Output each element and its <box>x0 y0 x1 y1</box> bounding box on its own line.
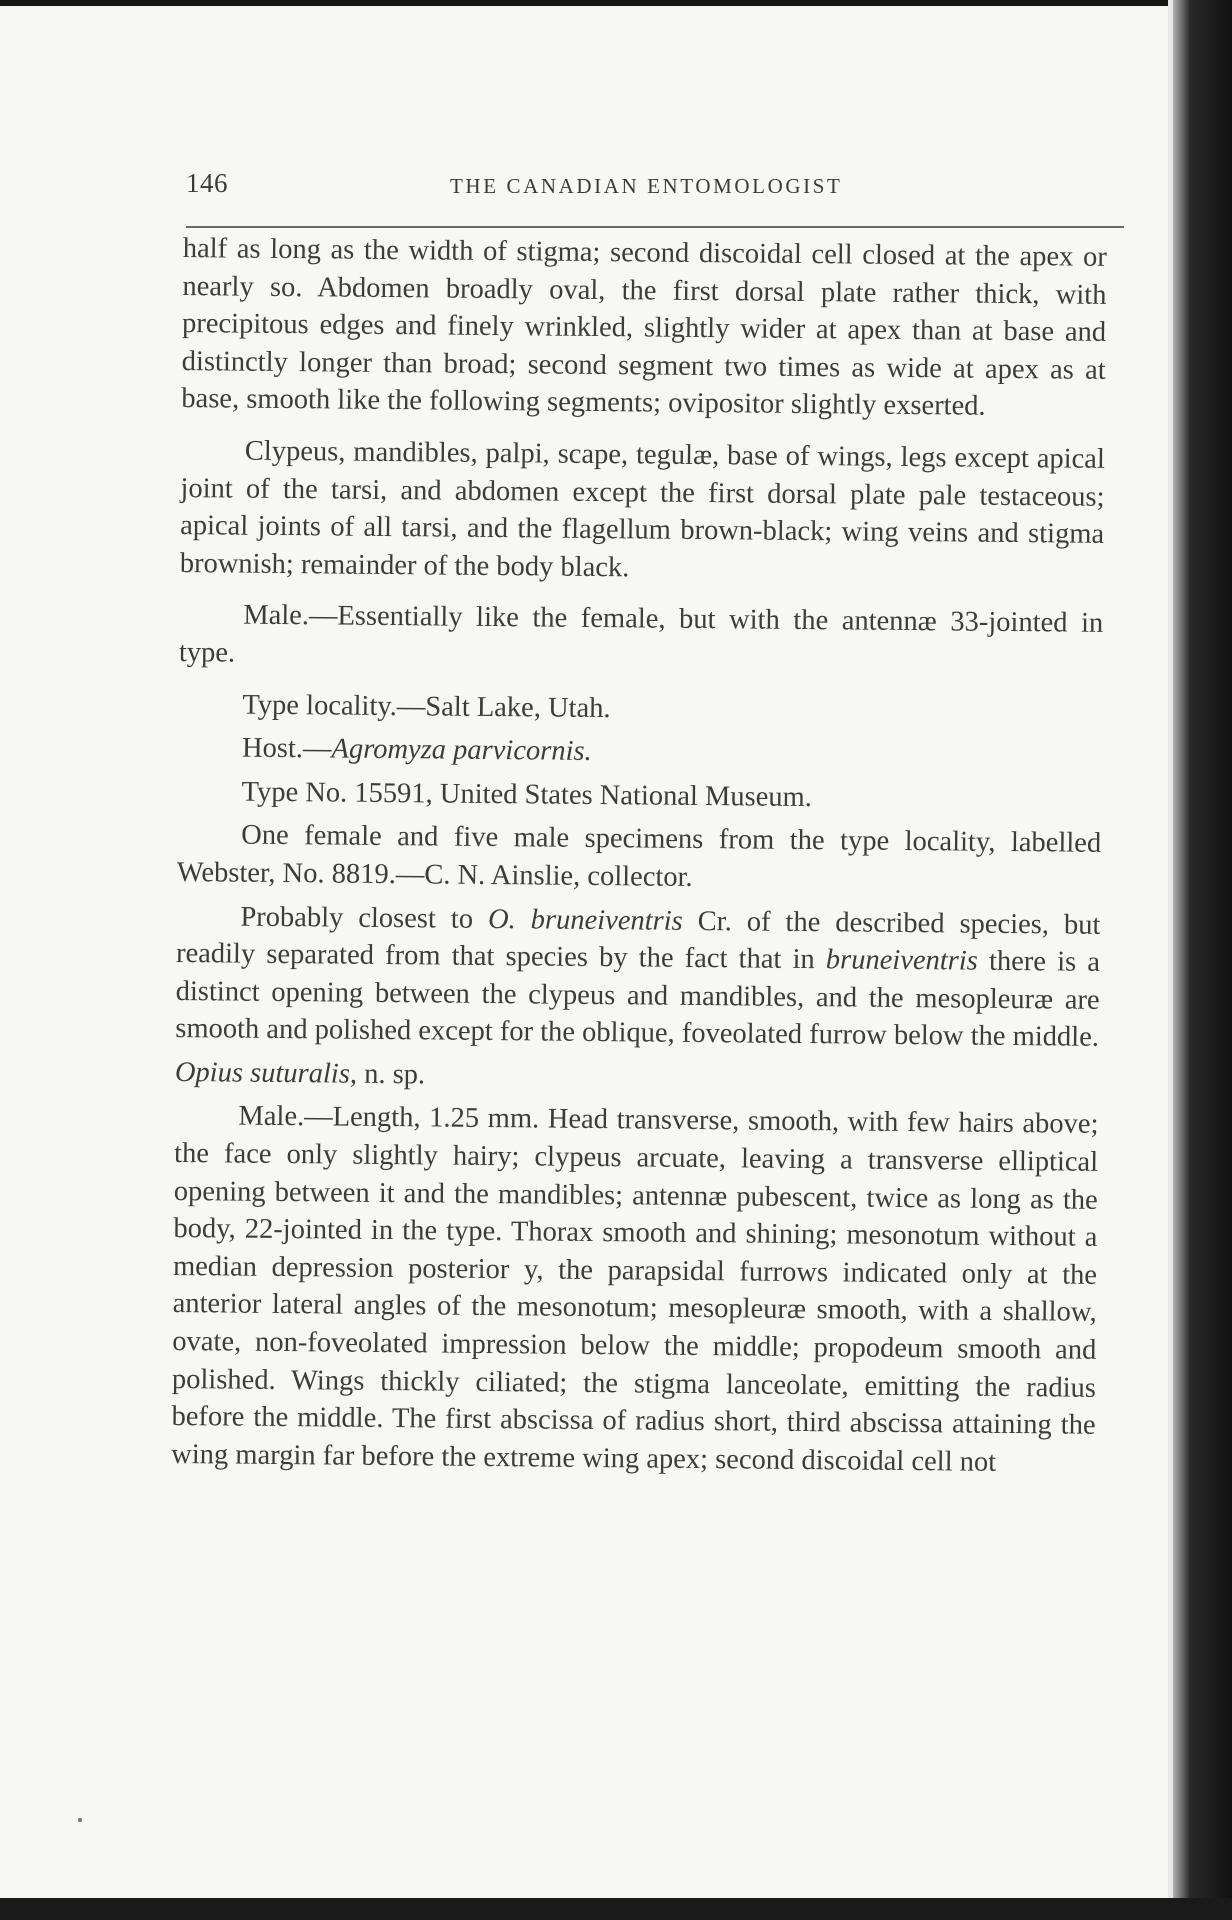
text-run: Host.— <box>241 732 332 765</box>
text-run: Male.—Length, 1.25 mm. Head transverse, smooth, with few hairs above; the face only slightly hairy; clypeus arcuate, leaving a transverse elliptical opening between it and the mandibles; antennæ pubescent, twice as long as the body, 22-jointed in the type. Thorax smooth and shining; mesonotum without a median depression posterior y, the parapsidal furrows indicated only at the anterior lateral angles of the mesonotum; mesopleuræ smooth, with a shallow, ovate, non-foveolated impression below the middle; propodeum smooth and polished. Wings thickly ciliated; the stigma lanceolate, emitting the radius before the middle. The first abscissa of radius short, third abscissa attaining the wing margin far before the extreme wing apex; second discoidal cell not <box>171 1101 1099 1478</box>
paragraph-coloration <box>180 432 1105 591</box>
header-rule <box>186 226 1124 228</box>
paragraph-specimens <box>177 816 1102 900</box>
page-speck <box>78 1818 82 1822</box>
text-run: Type No. 15591, United States National Museum. <box>241 776 813 813</box>
book-spine-shadow <box>1168 0 1232 1920</box>
paragraph-host <box>178 729 1102 775</box>
running-head <box>186 168 1120 208</box>
italic-text-run: Agromyza parvicornis. <box>331 733 592 768</box>
paragraph-comparison <box>175 897 1100 1056</box>
body-text <box>171 230 1107 1482</box>
journal-title: THE CANADIAN ENTOMOLOGIST <box>450 174 843 198</box>
paragraph-species-description <box>171 1097 1099 1482</box>
bottom-scan-edge <box>0 1898 1232 1920</box>
text-run: Type locality.—Salt Lake, Utah. <box>242 689 611 724</box>
species-heading <box>175 1054 1099 1100</box>
text-run: Probably closest to <box>240 901 489 935</box>
page-edge <box>1168 0 1173 1920</box>
text-run: Cr. of the described species, but readily separated from that species by the fact that in <box>175 905 1101 976</box>
text-run: there is a distinct opening between the clypeus and mandibles, and the mesopleuræ are smooth and polished except for the oblique, foveolated furrow below the middle. <box>175 945 1101 1054</box>
text-run: One female and five male specimens from the type locality, labelled Webster, No. 8819.—C. N. Ainslie, collector. <box>176 819 1102 893</box>
italic-text-run: bruneiventris <box>825 944 979 977</box>
paragraph-type-number <box>177 773 1101 819</box>
page-number: 146 <box>186 168 228 198</box>
italic-text-run: O. bruneiventris <box>487 903 683 937</box>
text-run: , n. sp. <box>349 1058 426 1091</box>
paragraph-wing-abdomen <box>181 230 1107 427</box>
italic-text-run: Opius suturalis <box>174 1056 351 1090</box>
text-run: Clypeus, mandibles, palpi, scape, tegulæ, base of wings, legs except apical joint of the tarsi, and abdomen except the first dorsal plate pale testaceous; apical joints of all tarsi, and the flagellum brown-black; wing veins and stigma brownish; remainder of the body black. <box>179 435 1105 584</box>
paragraph-male <box>179 596 1104 680</box>
text-run: half as long as the width of stigma; second discoidal cell closed at the apex or nearly so. Abdomen broadly oval, the first dorsal plate rather thick, with precipitous edges and finely wrinkled, slightly wider at apex than at base and distinctly longer than broad; second segment two times as wide at apex as at base, smooth like the following segments; ovipositor slightly exserted. <box>181 232 1107 423</box>
book-page <box>0 6 1168 1898</box>
text-run: Male.—Essentially like the female, but with the antennæ 33-jointed in type. <box>178 599 1104 669</box>
paragraph-type-locality <box>178 686 1102 732</box>
